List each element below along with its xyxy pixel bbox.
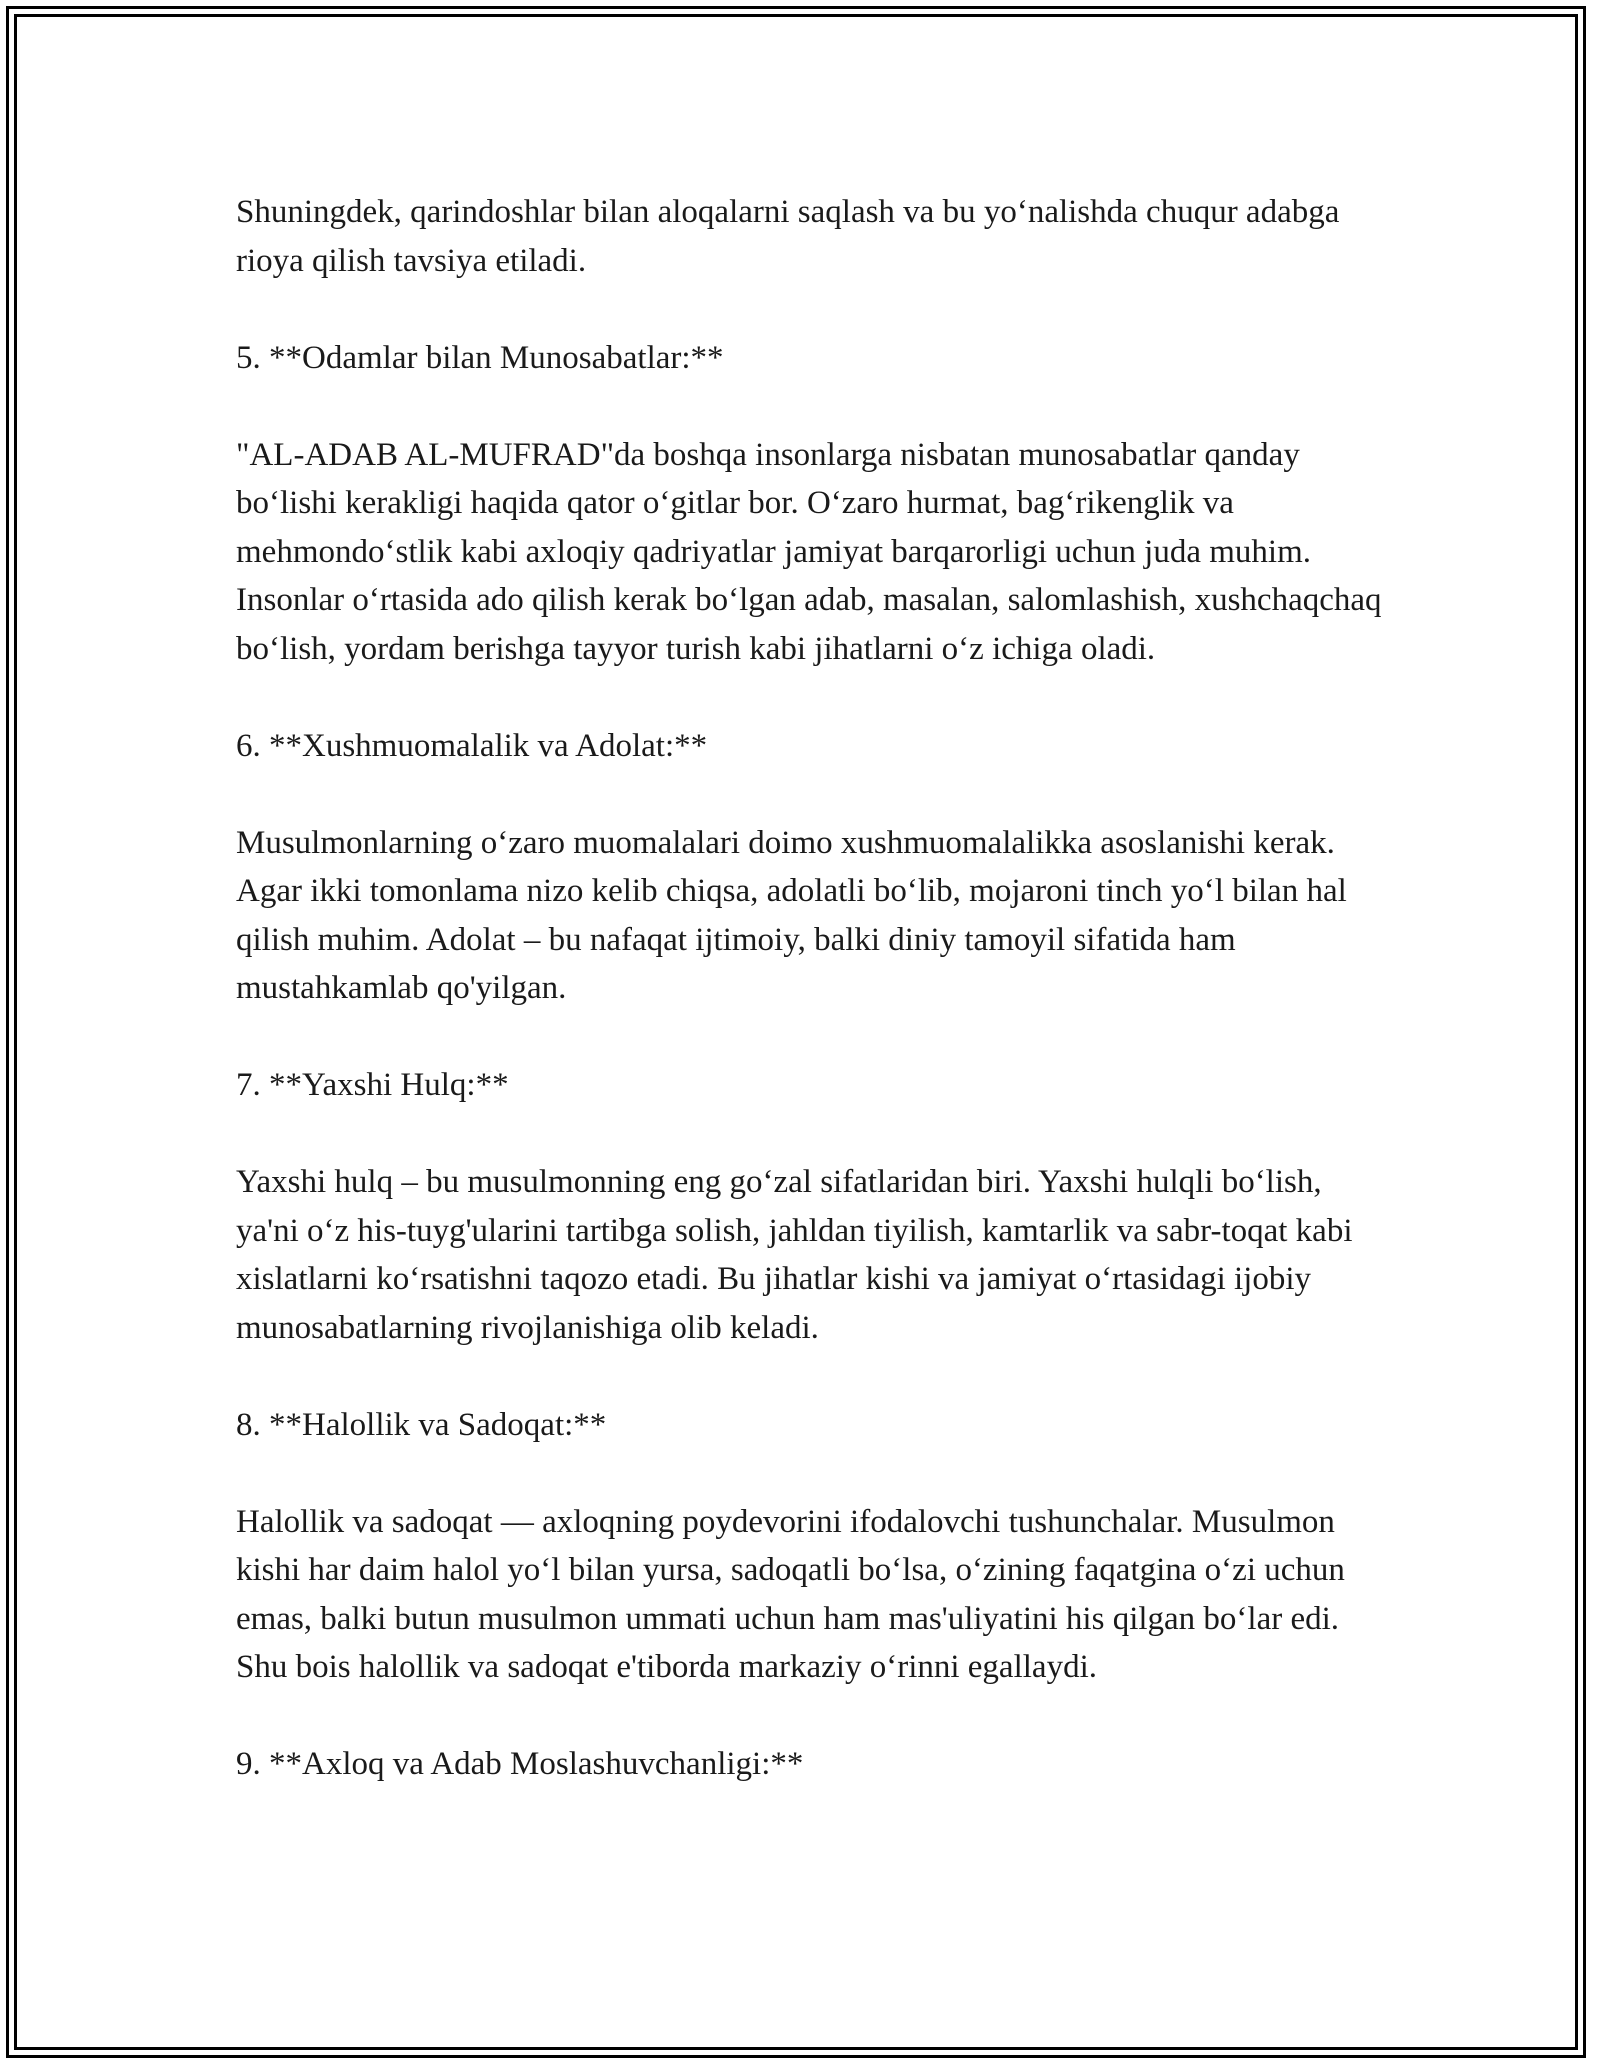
- heading-section-6: 6. **Xushmuomalalik va Adolat:**: [236, 727, 708, 764]
- paragraph-relations: "AL-ADAB AL-MUFRAD"da boshqa insonlarga nisbatan munosabatlar qanday bo‘lishi kerakligi haqida qator o‘gitlar bor. O‘zaro hurmat, bag‘rikenglik va mehmondo‘stlik kabi axloqiy qadriyatlar jamiyat barqarorligi uchun juda muhim. Insonlar o‘rtasida ado qilish kerak bo‘lgan adab, masalan, salomlashish, xushchaqchaq bo‘lish, yordam berishga tayyor turish kabi jihatlarni o‘z ichiga oladi.: [236, 436, 1382, 667]
- paragraph-good-character: Yaxshi hulq – bu musulmonning eng go‘zal sifatlaridan biri. Yaxshi hulqli bo‘lish, ya'ni o‘z his-tuyg'ularini tartibga solish, jahldan tiyilish, kamtarlik va sabr-toqat kabi xislatlarni ko‘rsatishni taqozo etadi. Bu jihatlar kishi va jamiyat o‘rtasidagi ijobiy munosabatlarning rivojlanishiga olib keladi.: [236, 1164, 1353, 1346]
- heading-section-9: 9. **Axloq va Adab Moslashuvchanligi:**: [236, 1746, 804, 1782]
- heading-section-5: 5. **Odamlar bilan Munosabatlar:**: [236, 339, 724, 376]
- heading-section-8: 8. **Halollik va Sadoqat:**: [236, 1406, 607, 1443]
- paragraph-honesty-loyalty: Halollik va sadoqat — axloqning poydevorini ifodalovchi tushunchalar. Musulmon kishi har daim halol yo‘l bilan yursa, sadoqatli bo‘lsa, o‘zining faqatgina o‘zi uchun emas, balki butun musulmon ummati uchun ham mas'uliyatini his qilgan bo‘lar edi. Shu bois halollik va sadoqat e'tiborda markaziy o‘rinni egallaydi.: [236, 1503, 1345, 1685]
- document-body: [236, 188, 1386, 1789]
- heading-section-7: 7. **Yaxshi Hulq:**: [236, 1067, 509, 1103]
- paragraph-kinship: Shuningdek, qarindoshlar bilan aloqalarni saqlash va bu yo‘nalishda chuqur adabga rioya qilish tavsiya etiladi.: [236, 194, 1340, 279]
- paragraph-courtesy-justice: Musulmonlarning o‘zaro muomalalari doimo xushmuomalalikka asoslanishi kerak. Agar ikki tomonlama nizo kelib chiqsa, adolatli bo‘lib, mojaroni tinch yo‘l bilan hal qilish muhim. Adolat – bu nafaqat ijtimoiy, balki diniy tamoyil sifatida ham mustahkamlab qo'yilgan.: [236, 824, 1347, 1006]
